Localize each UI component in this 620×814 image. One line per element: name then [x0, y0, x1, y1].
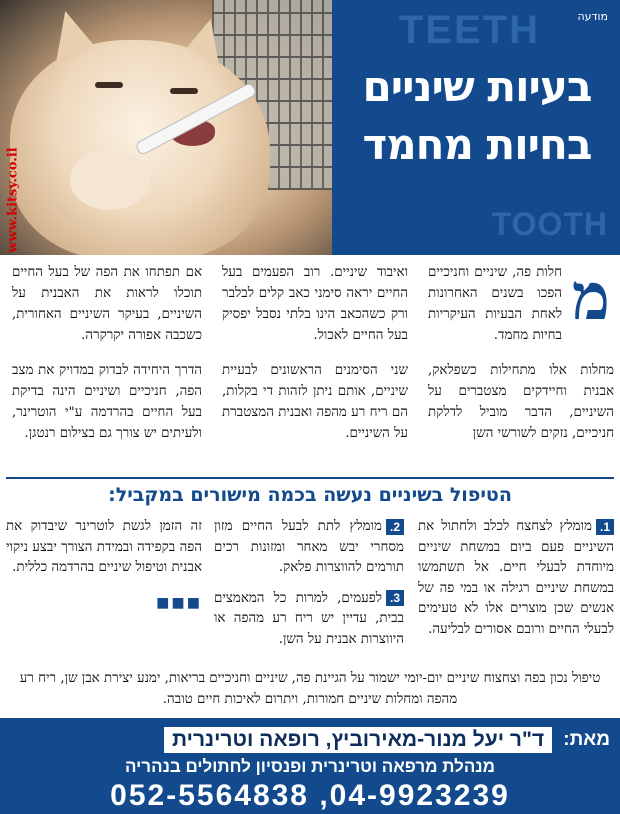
article-body: [6, 262, 614, 462]
ad-label: מודעה: [577, 10, 608, 23]
cat-eye: [170, 88, 198, 94]
author-footer: [0, 718, 620, 814]
paragraph: הדרך היחידה לבדוק במדויק את מצב הפה, חניכיים ושיניים הינה בדיקת בעל החיים בהרדמה ע"י הוטרינר, ולעיתים יש צורך גם בצילום רנטגן.: [12, 363, 202, 441]
from-label: מאת:: [563, 729, 610, 750]
article-column-1: [428, 262, 614, 444]
article-column-2: [222, 262, 408, 444]
treatment-item-3-continued: זה הזמן לגשת לוטרינר שיבדוק את הפה בקפידה ובמידת הצורך יבצע ניקוי אבנית וטיפול שיניים בהרדמה כללית.: [6, 519, 202, 575]
author-row: [10, 726, 610, 754]
author-role: מנהלת מרפאה וטרינרית ופנסיון לחתולים בנהריה: [125, 757, 495, 776]
treatment-heading: הטיפול בשיניים נעשה בכמה מישורים במקביל:: [108, 484, 512, 506]
treatment-column-1: [418, 517, 614, 640]
page-title: [342, 58, 612, 174]
author-name: ד"ר יעל מנור-מאירוביץ, רופאה וטרינרית: [164, 727, 552, 753]
cat-eye: [95, 82, 123, 88]
end-marker: ■■■: [156, 589, 202, 615]
title-line-1: בעיות שיניים: [362, 62, 592, 111]
treatment-section: [6, 517, 614, 667]
article-column-3: [12, 262, 202, 444]
treatment-column-2: [214, 517, 404, 650]
treatment-item-1: 1.מומלץ לצחצח לכלב ולחתול את השיניים פעם ביום במשחת שיניים מיוחדת לבעלי חיים. אל תשתמשו במשחת שיניים רגילה או במי פה של אנשים שכן מוצרים אלו לא טעימים לבעלי החיים ורובם אסורים לבליעה.: [418, 519, 614, 637]
item-number-badge: 1.: [596, 519, 614, 535]
phone-numbers: 052-5564838 ,04-9923239: [110, 779, 510, 812]
cat-paw: [70, 150, 150, 210]
treatment-column-3: [6, 517, 202, 613]
paragraph: ואיבוד שיניים. רוב הפעמים בעל החיים יראה סימני כאב קלים לבלבר ורק כשהכאב הינו בלתי נסבל יפסיק בעל החיים לאכול.: [222, 265, 408, 343]
closing-paragraph: טיפול נכון בפה וצחצוח שיניים יום-יומי ישמור על הגיינת פה, שיניים וחניכיים בריאות, ימנע יצירת אבן שן, ריח רע מהפה ומחלות שיניים חמורות, ויתרום לאיכות חיים טובה.: [19, 671, 601, 707]
drop-cap: מ: [572, 260, 610, 335]
site-credit: www.kitsy.co.il: [5, 147, 21, 253]
divider: [6, 477, 614, 479]
paragraph: חלות פה, שיניים וחניכיים הפכו בשנים האחרונות לאחת הבעיות העיקריות בחיות מחמד.: [428, 265, 562, 343]
paragraph: אם תפתחו את הפה של בעל החיים תוכלו לראות את האבנית על השיניים, בעיקר השיניים האחורית, כשכבה אפורה יקרקרה.: [12, 265, 202, 343]
title-panel: [332, 0, 620, 255]
cat-toothbrush-photo: [0, 0, 332, 255]
english-tooth-text: TOOTH: [491, 206, 608, 242]
english-teeth-text: TEETH: [398, 8, 540, 52]
title-line-2: בחיות מחמד: [362, 120, 592, 169]
treatment-item-3: 3.לפעמים, למרות כל המאמצים בבית, עדיין יש ריח רע מהפה או היווצרות אבנית על השן.: [214, 590, 404, 647]
paragraph: מחלות אלו מתחילות כשפלאק, אבנית וחיידקים מצטברים על השיניים, הדבר מוביל לדלקת חניכיים, נזקים לשורשי השן: [428, 363, 614, 441]
item-number-badge: 2.: [386, 519, 404, 535]
treatment-item-2: 2.מומלץ לתת לבעל החיים מזון מסחרי יבש מאחר ומזונות רכים תורמים להווצרות פלאק.: [214, 519, 404, 575]
paragraph: שני הסימנים הראשונים לבעיית שיניים, אותם ניתן לזהות די בקלות, הם ריח רע מהפה ואבנית המצטברת על השיניים.: [222, 363, 408, 441]
header-section: [0, 0, 620, 255]
item-number-badge: 3.: [386, 590, 404, 606]
